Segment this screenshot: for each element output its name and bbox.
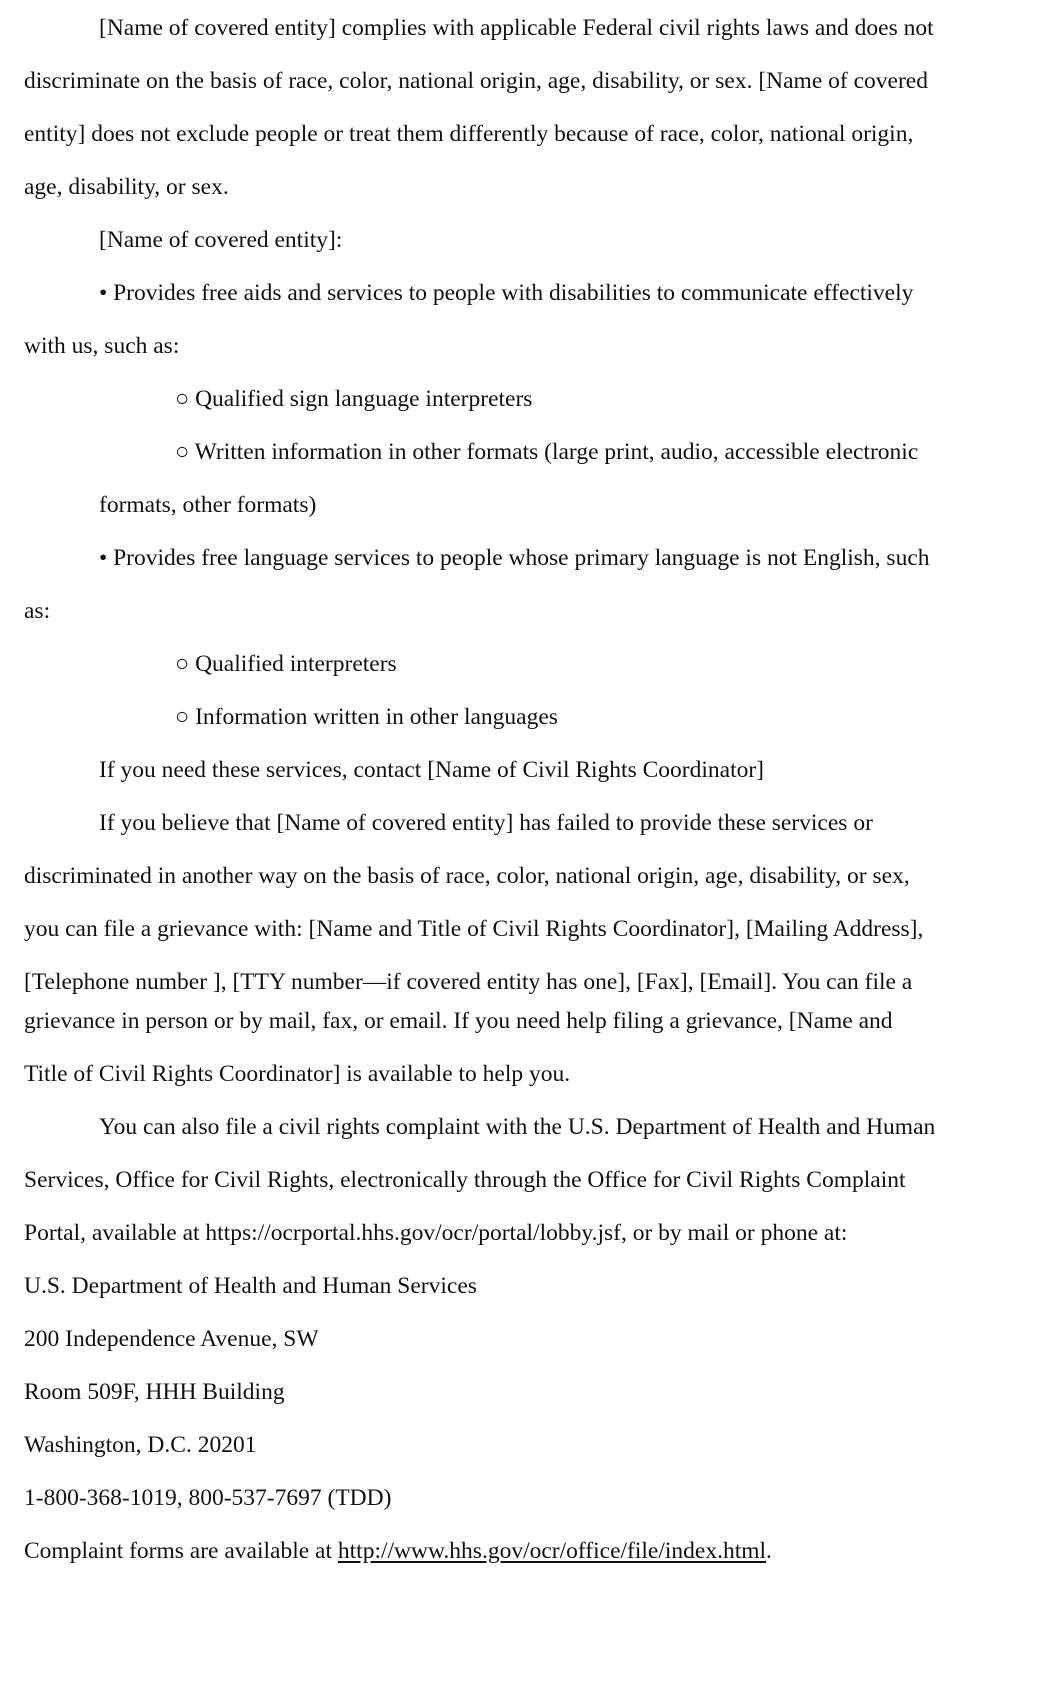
grievance-line-6: Title of Civil Rights Coordinator] is available to help you. bbox=[24, 1061, 571, 1087]
complaint-forms-suffix: . bbox=[766, 1538, 772, 1564]
intro-line-1: [Name of covered entity] complies with applicable Federal civil rights laws and does not bbox=[99, 15, 934, 41]
sub-item-interpreters: ○ Qualified interpreters bbox=[175, 651, 397, 677]
bullet-language-line-1: • Provides free language services to people whose primary language is not English, such bbox=[99, 545, 930, 571]
bullet-aids-line-2: with us, such as: bbox=[24, 333, 180, 359]
grievance-line-4: [Telephone number ], [TTY number—if covered entity has one], [Fax], [Email]. You can file a bbox=[24, 969, 913, 995]
sub-item-other-languages: ○ Information written in other languages bbox=[175, 704, 558, 730]
grievance-line-2: discriminated in another way on the basis of race, color, national origin, age, disability, or sex, bbox=[24, 863, 910, 889]
contact-line: If you need these services, contact [Name of Civil Rights Coordinator] bbox=[99, 757, 764, 783]
bullet-aids-line-1: • Provides free aids and services to people with disabilities to communicate effectively bbox=[99, 280, 914, 306]
grievance-line-5: grievance in person or by mail, fax, or email. If you need help filing a grievance, [Name and bbox=[24, 1008, 893, 1034]
sub-item-sign-language: ○ Qualified sign language interpreters bbox=[175, 386, 533, 412]
complaint-line-2: Services, Office for Civil Rights, electronically through the Office for Civil Rights Complaint bbox=[24, 1167, 906, 1193]
intro-line-4: age, disability, or sex. bbox=[24, 174, 229, 200]
address-line-1: U.S. Department of Health and Human Services bbox=[24, 1273, 477, 1299]
address-line-3: Room 509F, HHH Building bbox=[24, 1379, 285, 1405]
complaint-line-1: You can also file a civil rights complaint with the U.S. Department of Health and Human bbox=[99, 1114, 936, 1140]
complaint-line-3: Portal, available at https://ocrportal.hhs.gov/ocr/portal/lobby.jsf, or by mail or phone at: bbox=[24, 1220, 848, 1246]
address-line-4: Washington, D.C. 20201 bbox=[24, 1432, 257, 1458]
phone-numbers: 1-800-368-1019, 800-537-7697 (TDD) bbox=[24, 1485, 392, 1511]
address-line-2: 200 Independence Avenue, SW bbox=[24, 1326, 319, 1352]
sub-item-written-formats-line-2: formats, other formats) bbox=[99, 492, 317, 518]
intro-line-3: entity] does not exclude people or treat them differently because of race, color, national origin, bbox=[24, 121, 914, 147]
grievance-line-1: If you believe that [Name of covered entity] has failed to provide these services or bbox=[99, 810, 873, 836]
sub-item-written-formats-line-1: ○ Written information in other formats (large print, audio, accessible electronic bbox=[175, 439, 919, 465]
complaint-forms-line bbox=[24, 1540, 772, 1564]
grievance-line-3: you can file a grievance with: [Name and Title of Civil Rights Coordinator], [Mailing Address], bbox=[24, 916, 924, 942]
intro-line-2: discriminate on the basis of race, color, national origin, age, disability, or sex. [Name of covered bbox=[24, 68, 928, 94]
complaint-forms-prefix: Complaint forms are available at bbox=[24, 1538, 338, 1564]
bullet-language-line-2: as: bbox=[24, 598, 51, 624]
complaint-forms-link[interactable]: http://www.hhs.gov/ocr/office/file/index.html bbox=[337, 1538, 767, 1564]
entity-heading: [Name of covered entity]: bbox=[99, 227, 343, 253]
